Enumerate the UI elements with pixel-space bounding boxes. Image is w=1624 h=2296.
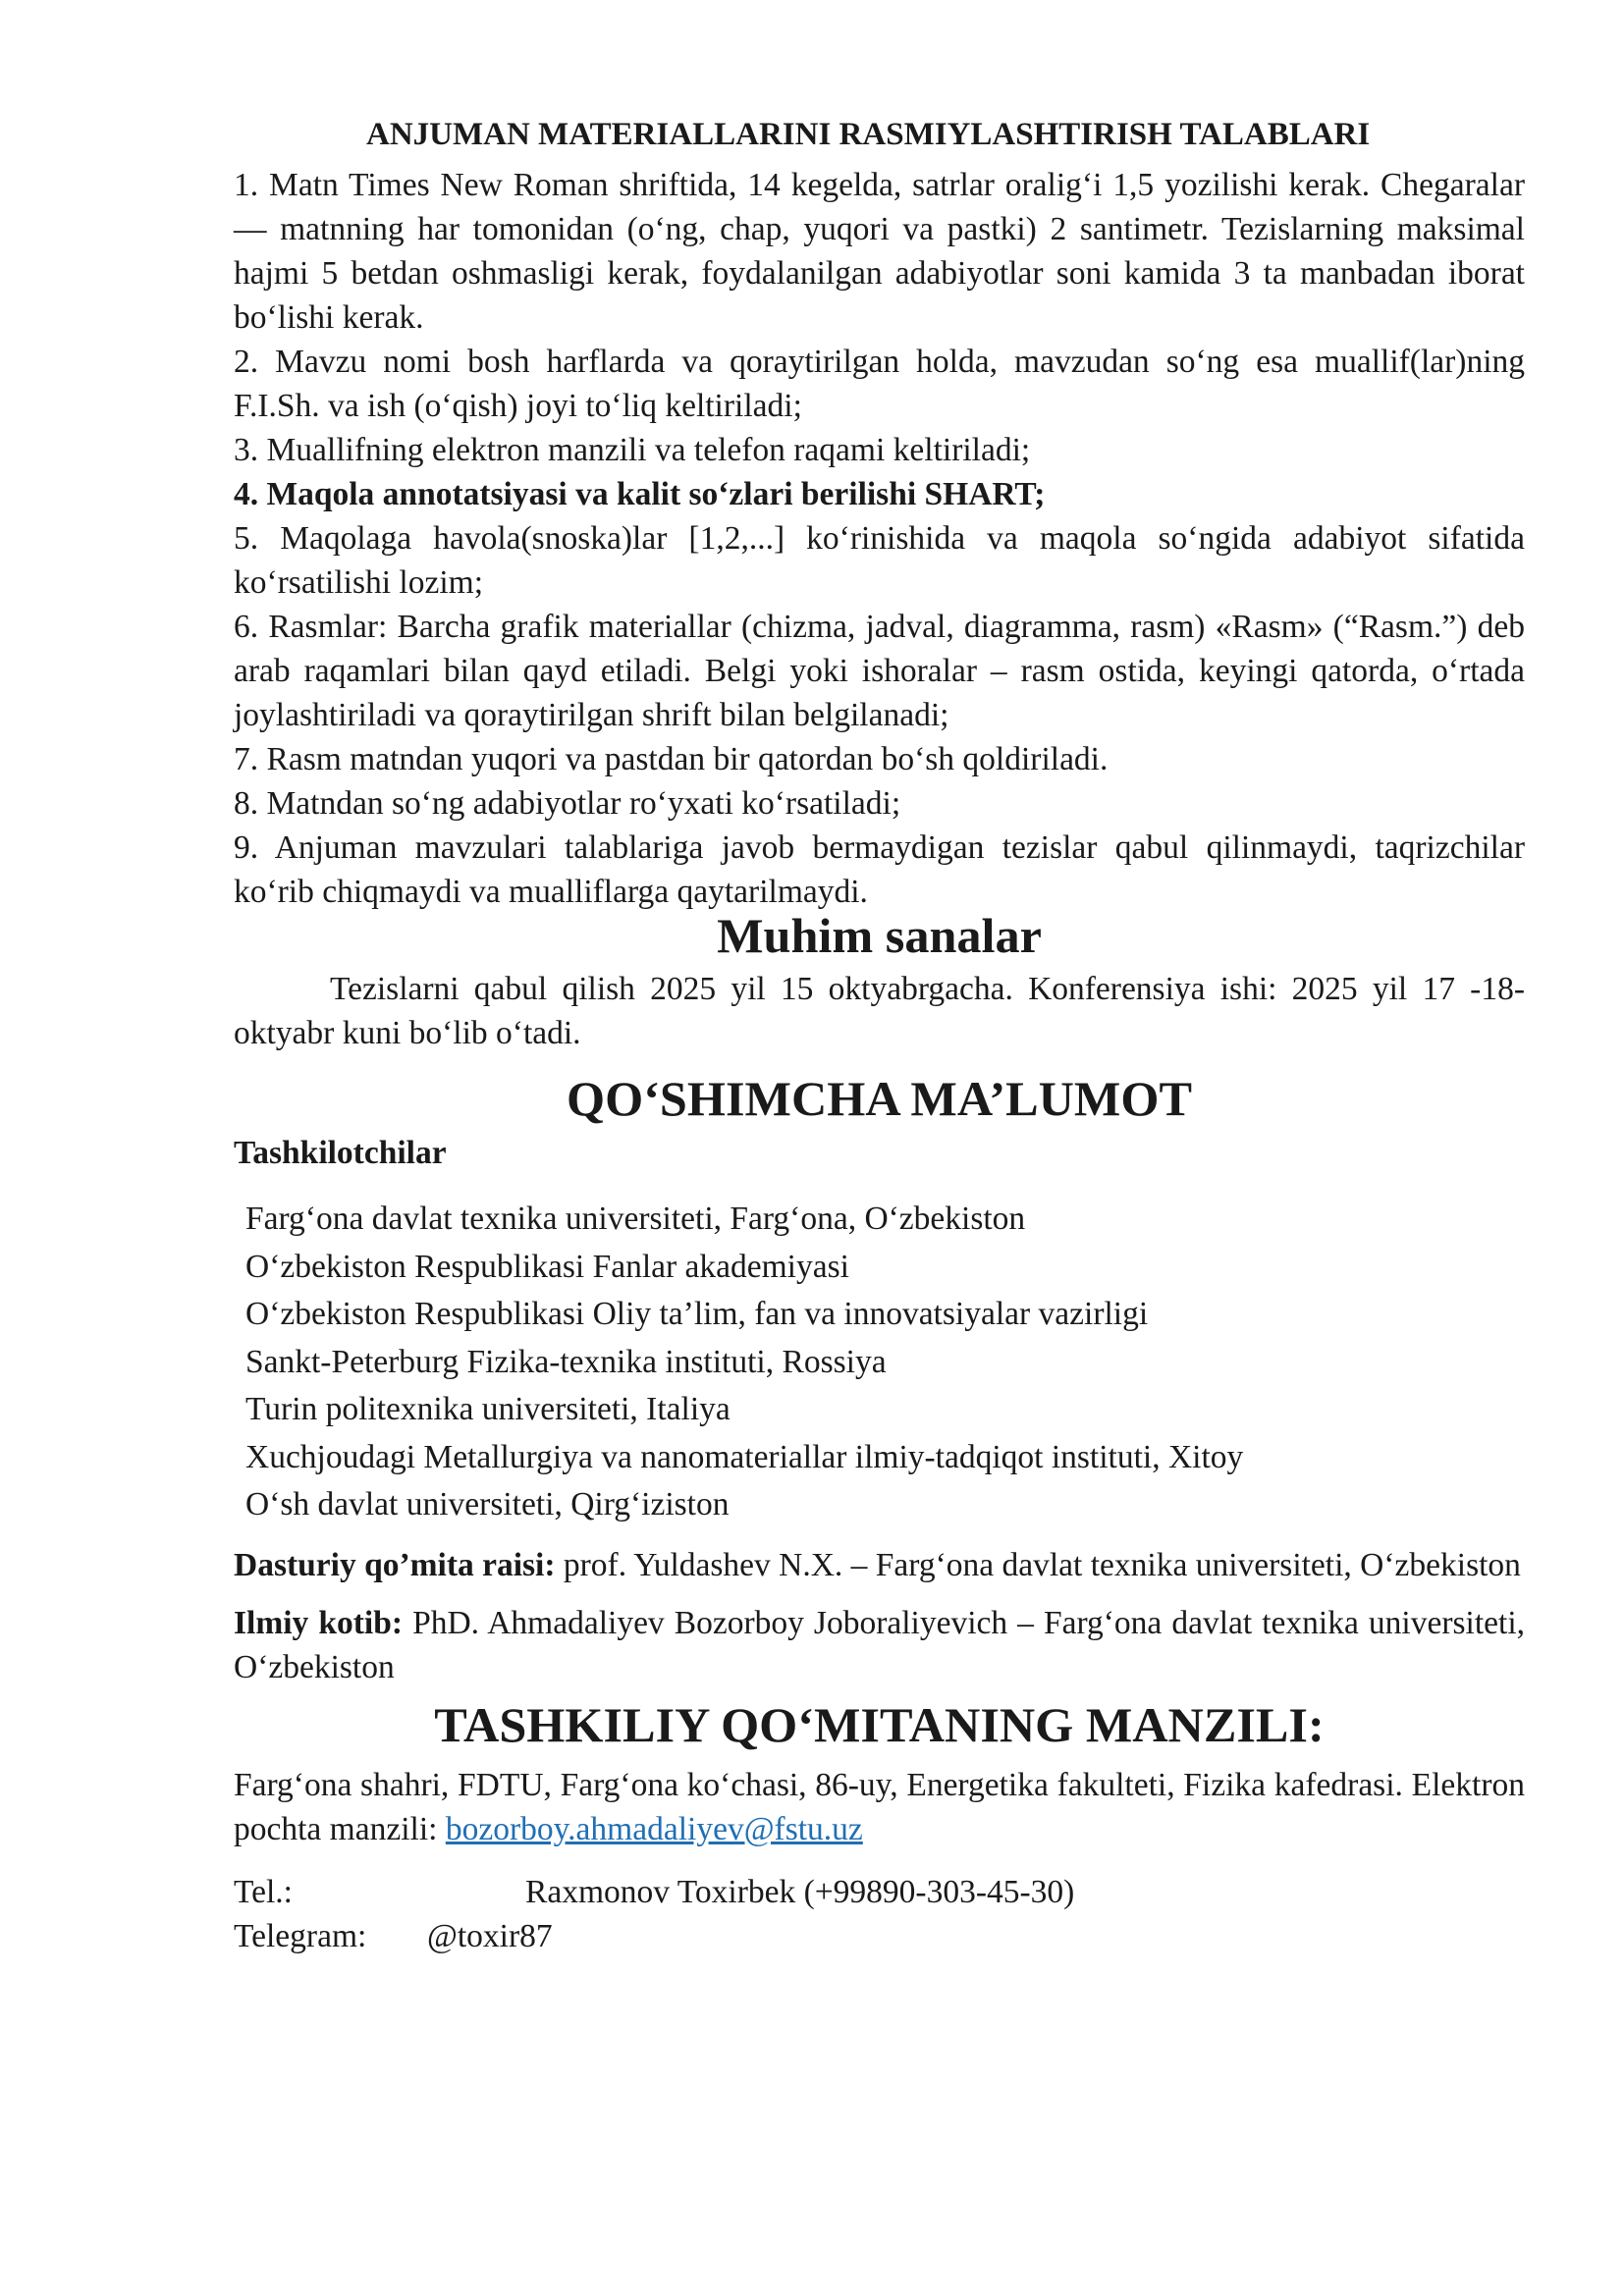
phone-row [234,1870,1525,1914]
important-dates-heading: Muhim sanalar [717,908,1042,963]
organizer-item: Farg‘ona davlat texnika universiteti, Farg‘ona, O‘zbekiston [245,1201,1026,1237]
telegram-row [234,1914,1525,1958]
requirement-item: 4. Maqola annotatsiyasi va kalit so‘zlari berilishi SHART; [234,476,1046,512]
important-dates-text: Tezislarni qabul qilish 2025 yil 15 oktyabrgacha. Konferensiya ishi: 2025 yil 17 -18- oktyabr kuni bo‘lib o‘tadi. [234,971,1525,1051]
phone-value: Raxmonov Toxirbek (+99890-303-45-30) [525,1873,1075,1910]
requirement-item: 5. Maqolaga havola(snoska)lar [1,2,...] ko‘rinishida va maqola so‘ngida adabiyot sifatida ko‘rsatilishi lozim; [234,520,1525,601]
requirement-item: 7. Rasm matndan yuqori va pastdan bir qatordan bo‘sh qoldiriladi. [234,741,1109,777]
address-body: Farg‘ona shahri, FDTU, Farg‘ona ko‘chasi, 86-uy, Energetika fakulteti, Fizika kafedrasi. Elektron pochta manzili: [234,1766,1525,1847]
program-committee-chair [234,1543,1525,1587]
telegram-label: Telegram: [234,1917,367,1954]
document-page [234,113,1525,1958]
chair-label: Dasturiy qo’mita raisi: [234,1546,556,1583]
organizers-list [245,1196,1525,1529]
secretary-text: PhD. Ahmadaliyev Bozorboy Joboraliyevich – Farg‘ona davlat texnika universiteti, O‘zbekiston [234,1604,1525,1685]
organizer-item: Turin politexnika universiteti, Italiya [245,1391,731,1427]
requirement-item: 6. Rasmlar: Barcha grafik materiallar (chizma, jadval, diagramma, rasm) «Rasm» (“Rasm.”) deb arab raqamlari bilan qayd etiladi. Belgi yoki ishoralar – rasm ostida, keyingi qatorda, o‘rtada joylashtiriladi va qoraytirilgan shrift bilan belgilanadi; [234,609,1525,733]
document-title: ANJUMAN MATERIALLARINI RASMIYLASHTIRISH TALABLARI [366,117,1371,152]
organizer-item: Xuchjoudagi Metallurgiya va nanomateriallar ilmiy-tadqiqot instituti, Xitoy [245,1438,1244,1475]
chair-text: prof. Yuldashev N.X. – Farg‘ona davlat texnika universiteti, O‘zbekiston [563,1546,1521,1583]
email-link[interactable]: bozorboy.ahmadaliyev@fstu.uz [445,1810,863,1847]
organizer-item: O‘zbekiston Respublikasi Oliy ta’lim, fan va innovatsiyalar vazirligi [245,1296,1149,1332]
organizers-heading: Tashkilotchilar [234,1135,447,1171]
requirements-list [234,163,1525,914]
requirement-item: 1. Matn Times New Roman shriftida, 14 kegelda, satrlar oralig‘i 1,5 yozilishi kerak. Chegaralar — matnning har tomonidan (o‘ng, chap, yuqori va pastki) 2 santimetr. Tezislarning maksimal hajmi 5 betdan oshmasligi kerak, foydalanilgan adabiyotlar soni kamida 3 ta manbadan iborat bo‘lishi kerak. [234,167,1525,336]
organizer-item: O‘sh davlat universiteti, Qirg‘iziston [245,1486,730,1522]
secretary-label: Ilmiy kotib: [234,1604,403,1641]
organizer-item: Sankt-Peterburg Fizika-texnika instituti, Rossiya [245,1343,887,1380]
organizer-item: O‘zbekiston Respublikasi Fanlar akademiyasi [245,1248,849,1285]
address-heading: TASHKILIY QO‘MITANING MANZILI: [434,1696,1325,1752]
additional-info-heading: QO‘SHIMCHA MA’LUMOT [567,1071,1192,1126]
requirement-item: 8. Matndan so‘ng adabiyotlar ro‘yxati ko‘rsatiladi; [234,785,901,822]
requirement-item: 3. Muallifning elektron manzili va telefon raqami keltiriladi; [234,432,1031,468]
address-text [234,1763,1525,1851]
phone-label: Tel.: [234,1873,293,1910]
scientific-secretary [234,1601,1525,1689]
telegram-handle: @toxir87 [427,1917,553,1954]
requirement-item: 2. Mavzu nomi bosh harflarda va qoraytirilgan holda, mavzudan so‘ng esa muallif(lar)ning F.I.Sh. va ish (o‘qish) joyi to‘liq keltiriladi; [234,344,1525,424]
requirement-item: 9. Anjuman mavzulari talablariga javob bermaydigan tezislar qabul qilinmaydi, taqrizchilar ko‘rib chiqmaydi va mualliflarga qaytarilmaydi. [234,829,1525,910]
